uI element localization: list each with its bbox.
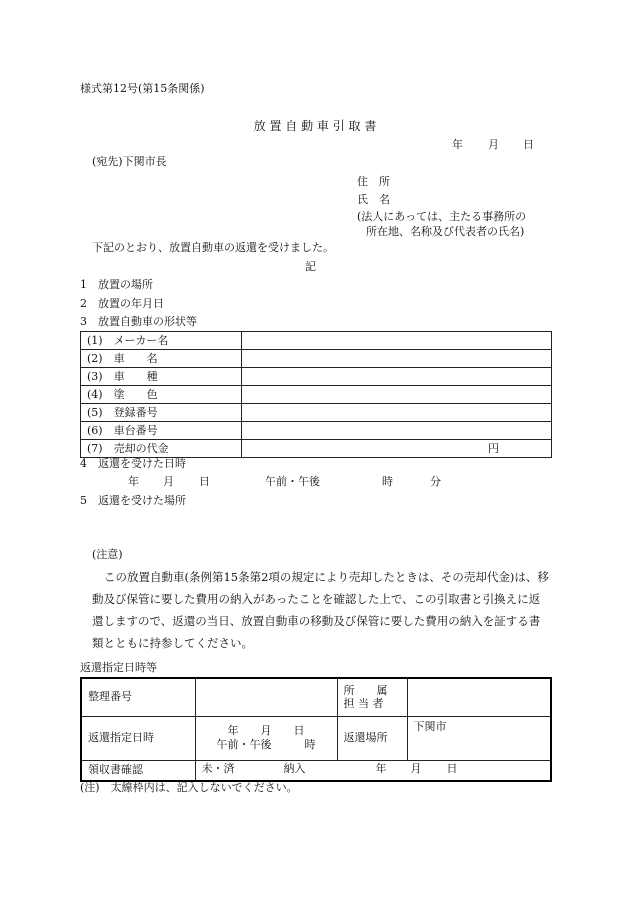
return-date-value <box>195 716 337 760</box>
section-4-day: 日 <box>199 475 210 488</box>
table-row <box>81 404 552 422</box>
table-cell-value <box>242 350 552 368</box>
table-cell-value <box>242 404 552 422</box>
table-cell-value <box>242 422 552 440</box>
addressee: (宛先)下関市長 <box>92 155 167 168</box>
note-line-2: 動及び保管に要した費用の納入があったことを確認した上で、この引取書と引換えに返 <box>92 592 541 606</box>
department-value <box>407 678 551 716</box>
applicant-address-label: 住 所 <box>357 175 390 188</box>
person-in-charge-line: 担 当 者 <box>343 697 384 711</box>
footer-note: (注) 太線枠内は、記入しないでください。 <box>80 781 298 794</box>
return-date-time: 午前・午後 時 <box>216 738 316 751</box>
return-date-label: 返還指定日時 <box>81 716 195 760</box>
table-row <box>81 386 552 404</box>
table-row <box>81 760 551 781</box>
receipt-day: 日 <box>446 761 458 775</box>
table-cell-label: (1) メーカー名 <box>81 332 242 350</box>
department-line: 所 属 <box>343 683 388 697</box>
table-cell-value <box>242 386 552 404</box>
date-day-label: 日 <box>523 138 534 151</box>
applicant-note-line1: (法人にあっては、主たる事務所の <box>357 210 527 223</box>
section-1-label: 1 放置の場所 <box>80 278 153 291</box>
note-line-4: 類とともに持参してください。 <box>92 636 253 650</box>
section-4-ampm: 午前・午後 <box>265 475 320 488</box>
receipt-paid: 納入 <box>283 761 306 775</box>
table-cell-value <box>242 332 552 350</box>
page-title: 放 置 自 動 車 引 取 書 <box>253 119 377 133</box>
receipt-status: 未・済 <box>201 761 235 775</box>
table-row <box>81 716 551 760</box>
note-line-1: この放置自動車(条例第15条第2項の規定により売却したときは、その売却代金)は、移 <box>104 570 549 584</box>
return-table-caption: 返還指定日時等 <box>80 661 157 674</box>
return-date-ymd: 年 月 日 <box>227 724 305 738</box>
table-cell-label: (4) 塗 色 <box>81 386 242 404</box>
section-4-month: 月 <box>163 475 174 488</box>
table-row <box>81 332 552 350</box>
table-row <box>81 368 552 386</box>
department-label <box>337 678 407 716</box>
section-4-hour: 時 <box>382 475 393 488</box>
table-row <box>81 422 552 440</box>
applicant-note-line2: 所在地、名称及び代表者の氏名) <box>366 225 525 238</box>
return-place-value: 下関市 <box>407 716 551 760</box>
table-cell-value: 円 <box>242 440 552 458</box>
intro-text: 下記のとおり、放置自動車の返還を受けました。 <box>92 241 334 254</box>
return-table <box>80 677 552 782</box>
section-4-label: 4 返還を受けた日時 <box>80 457 186 470</box>
section-4-year: 年 <box>128 475 139 488</box>
reference-number-label: 整理番号 <box>81 678 195 716</box>
section-5-label: 5 返還を受けた場所 <box>80 494 186 507</box>
date-year-label: 年 <box>452 138 463 151</box>
date-month-label: 月 <box>488 138 499 151</box>
vehicle-table <box>80 331 552 458</box>
receipt-year: 年 <box>375 761 387 775</box>
receipt-check-label: 領収書確認 <box>81 760 195 781</box>
ki-heading: 記 <box>305 260 316 273</box>
table-cell-label: (2) 車 名 <box>81 350 242 368</box>
note-heading: (注意) <box>92 548 123 561</box>
table-cell-label: (6) 車台番号 <box>81 422 242 440</box>
section-4-minute: 分 <box>430 475 441 488</box>
applicant-name-label: 氏 名 <box>357 193 390 206</box>
receipt-month: 月 <box>410 761 422 775</box>
note-line-3: 還しますので、返還の当日、放置自動車の移動及び保管に要した費用の納入を証する書 <box>92 614 541 628</box>
table-row <box>81 678 551 716</box>
section-2-label: 2 放置の年月日 <box>80 297 164 310</box>
table-cell-label: (7) 売却の代金 <box>81 440 242 458</box>
reference-number-value <box>195 678 337 716</box>
table-cell-label: (3) 車 種 <box>81 368 242 386</box>
table-cell-value <box>242 368 552 386</box>
return-place-label: 返還場所 <box>337 716 407 760</box>
section-3-label: 3 放置自動車の形状等 <box>80 315 197 328</box>
receipt-check-value <box>195 760 551 781</box>
table-row <box>81 350 552 368</box>
table-row <box>81 440 552 458</box>
form-number: 様式第12号(第15条関係) <box>80 82 205 95</box>
table-cell-label: (5) 登録番号 <box>81 404 242 422</box>
